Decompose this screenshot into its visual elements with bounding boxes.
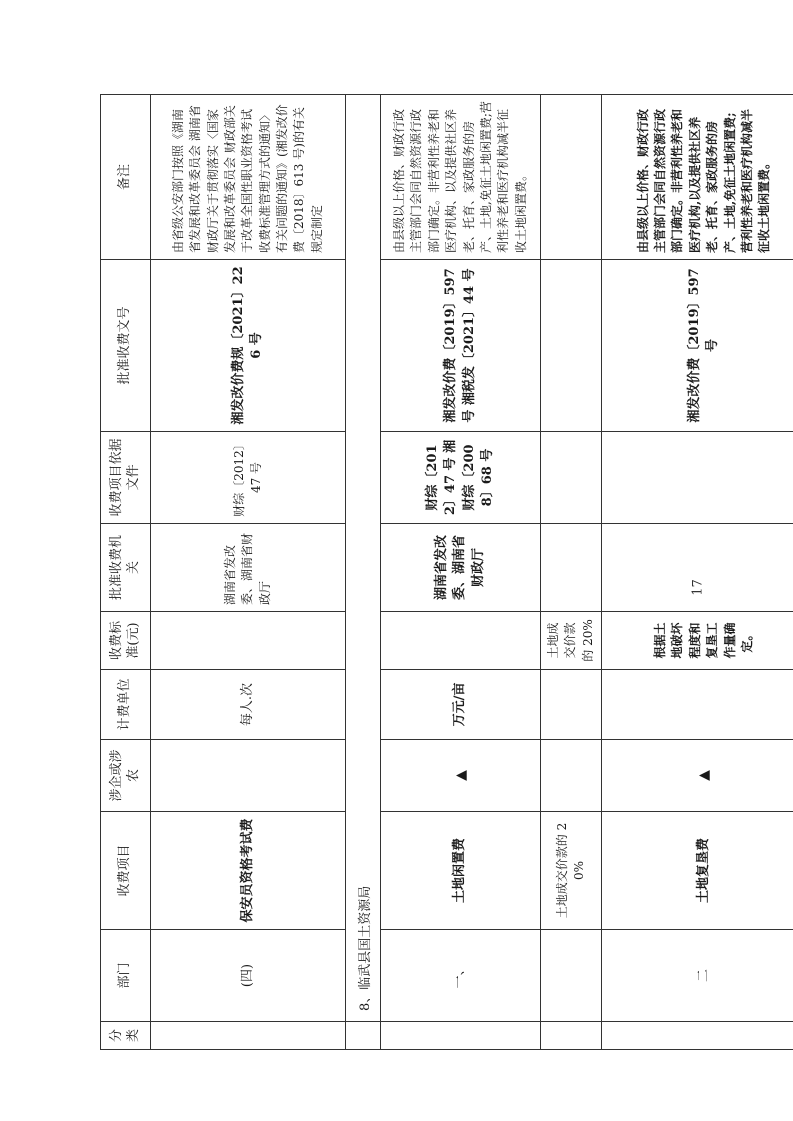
row-reclaim-item: 土地复垦费	[602, 812, 793, 930]
row-sub-note-document	[541, 260, 602, 432]
header-remarks: 备注	[101, 95, 151, 260]
table-row	[151, 95, 346, 1050]
row-idle-land-basis: 财综〔2012〕47 号 湘财综〔2008〕68 号	[381, 432, 541, 524]
row-security-remarks: 由省级公安部门按照《湖南省发展和改革委员会 湖南省财政厅关于贯彻落实〈国家发展和改革委员会 财政部关于改革全国性职业资格考试收费标准管理方式的通知〉有关问题的通知》(湘发改价费〔2018〕613 号)的有关规定制定	[151, 95, 346, 260]
header-standard: 收费标准(元)	[101, 612, 151, 670]
row-idle-land-unit: 万元/亩	[381, 670, 541, 740]
header-authority: 批准收费机关	[101, 524, 151, 612]
row-idle-land-document: 湘发改价费〔2019〕597 号 湘税发〔2021〕44 号	[381, 260, 541, 432]
header-unit: 计费单位	[101, 670, 151, 740]
row-idle-land-standard	[381, 612, 541, 670]
row-security-dept: (四)	[151, 930, 346, 1022]
row-reclaim-standard: 根据土地破坏程度和复垦工作量确定。	[602, 612, 793, 670]
header-enterprise: 涉企或涉农	[101, 740, 151, 812]
table-row	[541, 95, 602, 1050]
section-row	[346, 95, 381, 1050]
row-reclaim-remarks: 由县级以上价格、财政行政主管部门会同自然资源行政部门确定。非营利性养老和医疗机构,以及提供社区养老、托育、家政服务的房产、土地,免征土地闲置费;营利性养老和医疗机构减半征收土地闲置费。	[602, 95, 793, 260]
header-row	[101, 95, 151, 1050]
header-item: 收费项目	[101, 812, 151, 930]
row-sub-note-basis	[541, 432, 602, 524]
row-security-item: 保安员资格考试费	[151, 812, 346, 930]
row-security-standard	[151, 612, 346, 670]
header-category: 分类	[101, 1022, 151, 1050]
row-security-basis: 财综〔2012〕47 号	[151, 432, 346, 524]
row-idle-land-remarks: 由县级以上价格、财政行政主管部门会同自然资源行政部门确定。非营利性养老和医疗机构、以及提供社区养老、托育、家政服务的房产、土地,免征土地闲置费;营利性养老和医疗机构减半征收土地闲置费。	[381, 95, 541, 260]
row-idle-land-enterprise: ▲	[381, 740, 541, 812]
row-reclaim-document: 湘发改价费〔2019〕597 号	[602, 260, 793, 432]
header-basis: 收费项目依据文件	[101, 432, 151, 524]
fee-table	[100, 94, 793, 1050]
row-reclaim-unit	[602, 670, 793, 740]
row-security-authority: 湖南省发改委、湖南省财政厅	[151, 524, 346, 612]
row-reclaim-enterprise: ▲	[602, 740, 793, 812]
header-department: 部门	[101, 930, 151, 1022]
section-title: 8、临武县国土资源局	[346, 95, 381, 1022]
row-idle-land-authority: 湖南省发改委、湖南省财政厅	[381, 524, 541, 612]
row-idle-land-item: 土地闲置费	[381, 812, 541, 930]
row-sub-note-remarks	[541, 95, 602, 260]
rotated-page	[100, 95, 793, 1050]
table-row	[381, 95, 541, 1050]
row-sub-note-dept	[541, 930, 602, 1022]
page-number: 17	[690, 579, 706, 596]
row-sub-note-standard: 土地成交价款的 20%	[541, 612, 602, 670]
row-sub-note-enterprise	[541, 740, 602, 812]
row-sub-note-authority	[541, 524, 602, 612]
row-security-unit: 每人.次	[151, 670, 346, 740]
row-sub-note-item: 土地成交价款的 20%	[541, 812, 602, 930]
table-row	[602, 95, 793, 1050]
row-security-document: 湘发改价费规〔2021〕226 号	[151, 260, 346, 432]
row-idle-land-dept: 一、	[381, 930, 541, 1022]
row-reclaim-dept: 二	[602, 930, 793, 1022]
row-security-enterprise	[151, 740, 346, 812]
header-document: 批准收费文号	[101, 260, 151, 432]
row-reclaim-basis	[602, 432, 793, 524]
row-sub-note-unit	[541, 670, 602, 740]
